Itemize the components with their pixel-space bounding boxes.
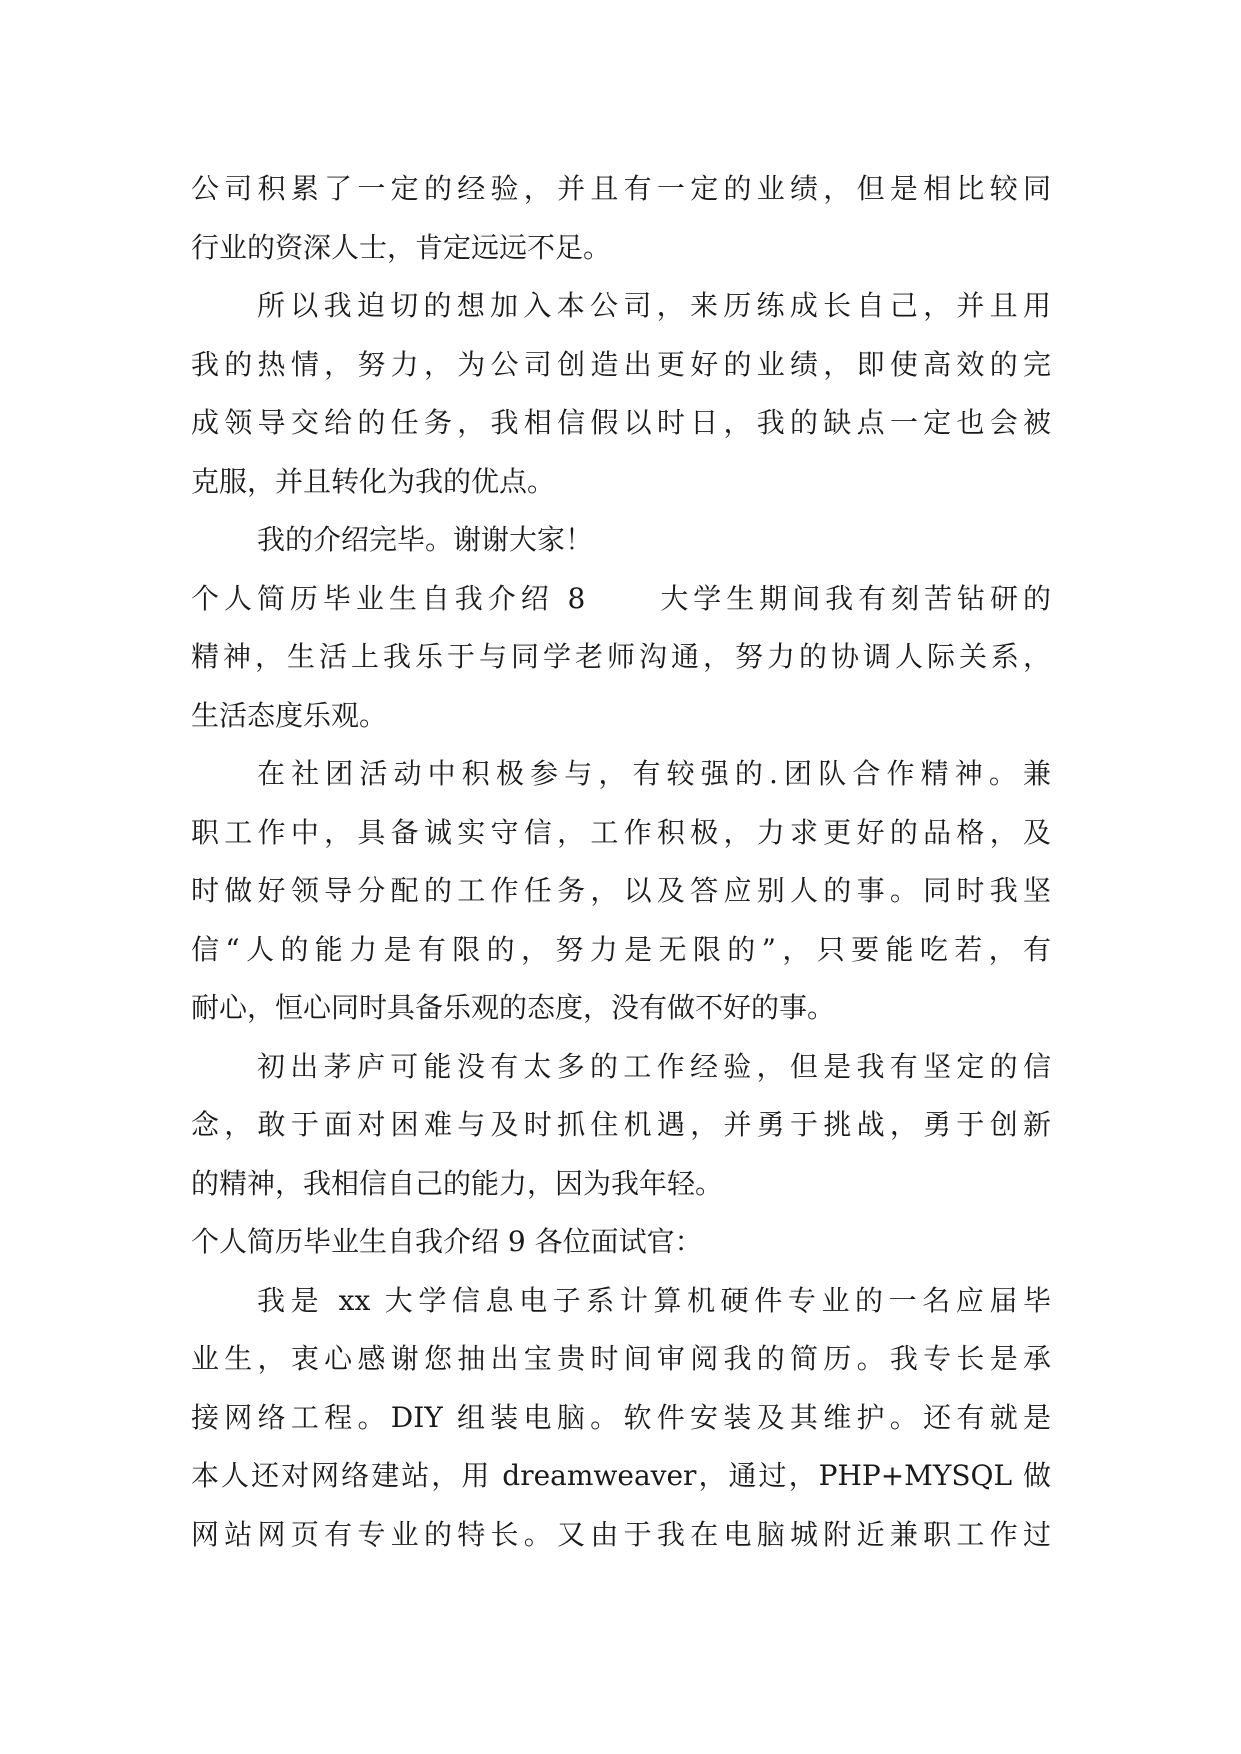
- text-line: 耐心，恒心同时具备乐观的态度，没有做不好的事。: [191, 991, 836, 1024]
- text-line: 本人还对网络建站，用 dreamweaver，通过，PHP+MYSQL 做: [191, 1459, 1051, 1492]
- text-line: 在社团活动中积极参与，有较强的.团队合作精神。兼: [257, 757, 1051, 790]
- text-line: 网站网页有专业的特长。又由于我在电脑城附近兼职工作过: [191, 1517, 1051, 1551]
- text-line: 公司积累了一定的经验，并且有一定的业绩，但是相比较同: [191, 172, 1051, 205]
- text-line: 业生，衷心感谢您抽出宝贵时间审阅我的简历。我专长是承: [191, 1342, 1051, 1375]
- text-line: 时做好领导分配的工作任务，以及答应别人的事。同时我坚: [191, 874, 1051, 907]
- text-line: 大学生期间我有刻苦钻研的: [655, 581, 1051, 615]
- text-line: 信“人的能力是有限的，努力是无限的”，只要能吃若，有: [191, 932, 1051, 966]
- text-line: 念，敢于面对困难与及时抓住机遇，并勇于挑战，勇于创新: [191, 1108, 1051, 1141]
- section-heading: 个人简历毕业生自我介绍 8: [191, 581, 586, 615]
- text-line: 我是 xx 大学信息电子系计算机硬件专业的一名应届毕: [257, 1283, 1051, 1317]
- text-line: 成领导交给的任务，我相信假以时日，我的缺点一定也会被: [191, 406, 1051, 439]
- text-line: 生活态度乐观。: [191, 698, 388, 732]
- section-heading: 个人简历毕业生自我介绍 9 各位面试官：: [191, 1225, 703, 1258]
- text-line: 的精神，我相信自己的能力，因为我年轻。: [191, 1166, 724, 1200]
- text-line: 职工作中，具备诚实守信，工作积极，力求更好的品格，及: [191, 815, 1051, 849]
- text-line: 接网络工程。DIY 组装电脑。软件安装及其维护。还有就是: [191, 1400, 1051, 1434]
- section-heading-line: [191, 570, 1051, 629]
- text-line: 行业的资深人士，肯定远远不足。: [191, 230, 612, 264]
- text-line: 所以我迫切的想加入本公司，来历练成长自己，并且用: [257, 289, 1051, 322]
- text-line: 精神，生活上我乐于与同学老师沟通，努力的协调人际关系，: [191, 640, 1051, 673]
- text-line: 我的热情，努力，为公司创造出更好的业绩，即使高效的完: [191, 347, 1051, 381]
- text-line: 我的介绍完毕。谢谢大家！: [257, 523, 594, 556]
- body-text: [191, 160, 1051, 1564]
- text-line: 初出茅庐可能没有太多的工作经验，但是我有坚定的信: [257, 1049, 1051, 1083]
- text-line: 克服，并且转化为我的优点。: [191, 464, 556, 498]
